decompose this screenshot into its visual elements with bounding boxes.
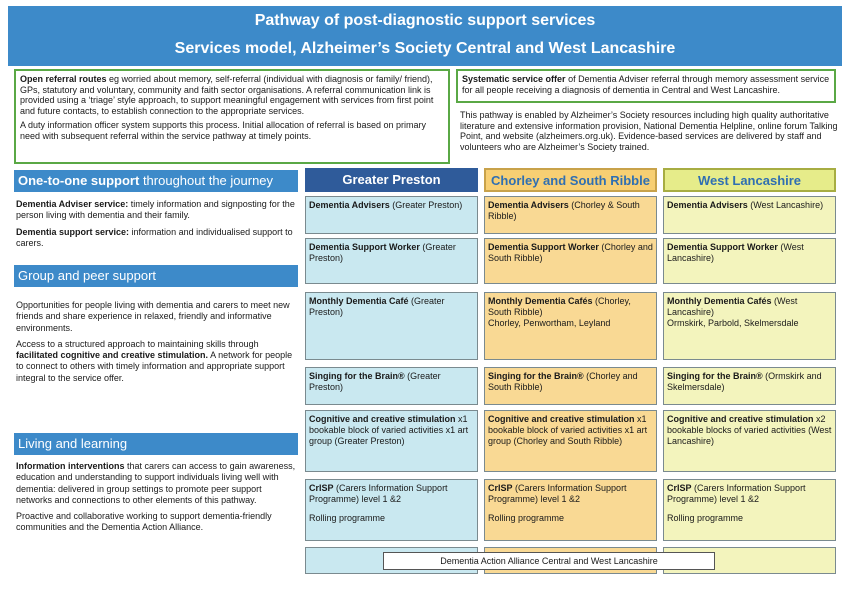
column-heading: Greater Preston	[305, 168, 478, 192]
service-name: Cognitive and creative stimulation	[309, 414, 456, 424]
service-detail: (Greater Preston)	[309, 296, 445, 317]
service-detail: (Chorley & South Ribble)	[488, 200, 640, 221]
service-cell	[305, 238, 478, 284]
column-heading: Chorley and South Ribble	[484, 168, 657, 192]
service-cell	[305, 479, 478, 541]
service-cell	[305, 410, 478, 472]
service-cell	[305, 367, 478, 405]
service-detail: x1 bookable block of varied activities x1 art group (Chorley and South Ribble)	[488, 414, 648, 446]
service-cell	[663, 479, 836, 541]
page-title: Pathway of post-diagnostic support services	[254, 12, 596, 29]
column-heading: West Lancashire	[663, 168, 836, 192]
service-detail: (Greater Preston)	[309, 242, 456, 263]
service-cell	[663, 367, 836, 405]
service-detail: (West Lancashire)	[667, 296, 798, 317]
service-detail: (Carers Information Support Programme) level 1 &2	[667, 483, 806, 504]
enabled-pathway-text: This pathway is enabled by Alzheimer’s Society resources including high quality authoritative literature and extensive information provision, National Dementia Helpline, online forum Talking Point, and website (alzheimers.org.uk). Evidence-based services are delivered by staff and volunteers who are Alzheimer’s Society trained.	[460, 110, 838, 152]
service-cell	[484, 238, 657, 284]
service-cell	[484, 292, 657, 360]
service-cell	[484, 367, 657, 405]
service-name: Cognitive and creative stimulation	[488, 414, 635, 424]
service-detail: (Chorley and South Ribble)	[488, 371, 638, 392]
service-name: Singing for the Brain®	[309, 371, 405, 381]
service-name: CrISP	[488, 483, 513, 493]
service-name: Monthly Dementia Cafés	[488, 296, 593, 306]
service-cell	[484, 196, 657, 234]
service-name: Dementia Support Worker	[309, 242, 420, 252]
service-detail: (Chorley, South Ribble)	[488, 296, 631, 317]
service-cell	[305, 292, 478, 360]
service-detail: (Greater Preston)	[309, 371, 441, 392]
service-cell	[663, 196, 836, 234]
living-learning-text: Information interventions that carers can access to gain awareness, education and understanding to support individuals living well with dementia: delivered in group settings to promote peer support networks and connections to other elements of this pathway. Proactive and collaborative working to support dementia-friendly communities and the Dementia Action Alliance.	[16, 461, 296, 533]
service-name: Dementia Advisers	[667, 200, 748, 210]
action-alliance-bar: Dementia Action Alliance Central and West Lancashire	[383, 552, 715, 570]
service-detail: (Greater Preston)	[389, 200, 463, 210]
service-detail: (Carers Information Support Programme) level 1 &2	[309, 483, 448, 504]
service-name: Dementia Advisers	[309, 200, 390, 210]
service-extra: Rolling programme	[667, 513, 744, 523]
service-cell	[305, 196, 478, 234]
service-extra: Rolling programme	[488, 513, 565, 523]
open-referral-text-2: A duty information officer system supports this process. Initial allocation of referral is based on primary need with subsequent referral within the service pathway at timely points.	[20, 120, 427, 141]
systematic-offer-lead: Systematic service offer	[462, 74, 566, 84]
service-detail: (West Lancashire)	[747, 200, 824, 210]
service-name: Singing for the Brain®	[667, 371, 763, 381]
service-detail: x2 bookable blocks of varied activities (West Lancashire)	[667, 414, 832, 446]
section-heading-one-to-one: One-to-one support throughout the journey	[14, 170, 298, 192]
service-cell	[484, 479, 657, 541]
service-name: Dementia Advisers	[488, 200, 569, 210]
open-referral-box	[14, 69, 450, 164]
service-extra: Ormskirk, Parbold, Skelmersdale	[667, 318, 799, 328]
service-detail: (Ormskirk and Skelmersdale)	[667, 371, 822, 392]
service-name: Monthly Dementia Café	[309, 296, 409, 306]
service-detail: (Chorley and South Ribble)	[488, 242, 653, 263]
group-peer-text: Opportunities for people living with dementia and carers to meet new friends and share experience in relaxed, friendly and informative environments. Access to a structured approach to maintaining skills through facilitated cognitive and creative stimulation. A network for people to connect to others with timely information and appropriate support integral to the service offer.	[16, 300, 293, 383]
service-cell	[484, 410, 657, 472]
service-name: CrISP	[309, 483, 334, 493]
systematic-offer-text: of Dementia Adviser referral through memory assessment service for all people receiving a diagnosis of dementia in Central and West Lancashire.	[462, 74, 830, 95]
open-referral-text: eg worried about memory, self-referral (individual with diagnosis or family/ friend), GPs, statutory and voluntary, community and faith sector organisations. A referral communication link is provided using a ‘triage’ style approach, to support meaningful engagement with services from first point and future contacts, to establish connection to the appropriate services.	[20, 74, 434, 116]
page-subtitle: Services model, Alzheimer’s Society Central and West Lancashire	[174, 40, 676, 57]
section-heading-group-peer: Group and peer support	[14, 265, 298, 287]
service-name: CrISP	[667, 483, 692, 493]
header-banner	[8, 6, 842, 66]
service-name: Dementia Support Worker	[667, 242, 778, 252]
systematic-offer-box	[456, 69, 836, 103]
service-name: Cognitive and creative stimulation	[667, 414, 814, 424]
section-heading-living-learning: Living and learning	[14, 433, 298, 455]
service-cell	[663, 238, 836, 284]
service-name: Singing for the Brain®	[488, 371, 584, 381]
service-cell	[663, 292, 836, 360]
service-cell	[663, 410, 836, 472]
service-extra: Rolling programme	[309, 513, 386, 523]
service-name: Monthly Dementia Cafés	[667, 296, 772, 306]
one-to-one-text: Dementia Adviser service: timely information and signposting for the person living with dementia and their family. Dementia support service: information and individualised support to carers.	[16, 199, 295, 248]
open-referral-lead: Open referral routes	[20, 74, 107, 84]
service-detail: x1 bookable block of varied activities x1 art group (Greater Preston)	[309, 414, 469, 446]
service-extra: Chorley, Penwortham, Leyland	[488, 318, 611, 328]
service-name: Dementia Support Worker	[488, 242, 599, 252]
service-detail: (West Lancashire)	[667, 242, 804, 263]
service-detail: (Carers Information Support Programme) level 1 &2	[488, 483, 627, 504]
